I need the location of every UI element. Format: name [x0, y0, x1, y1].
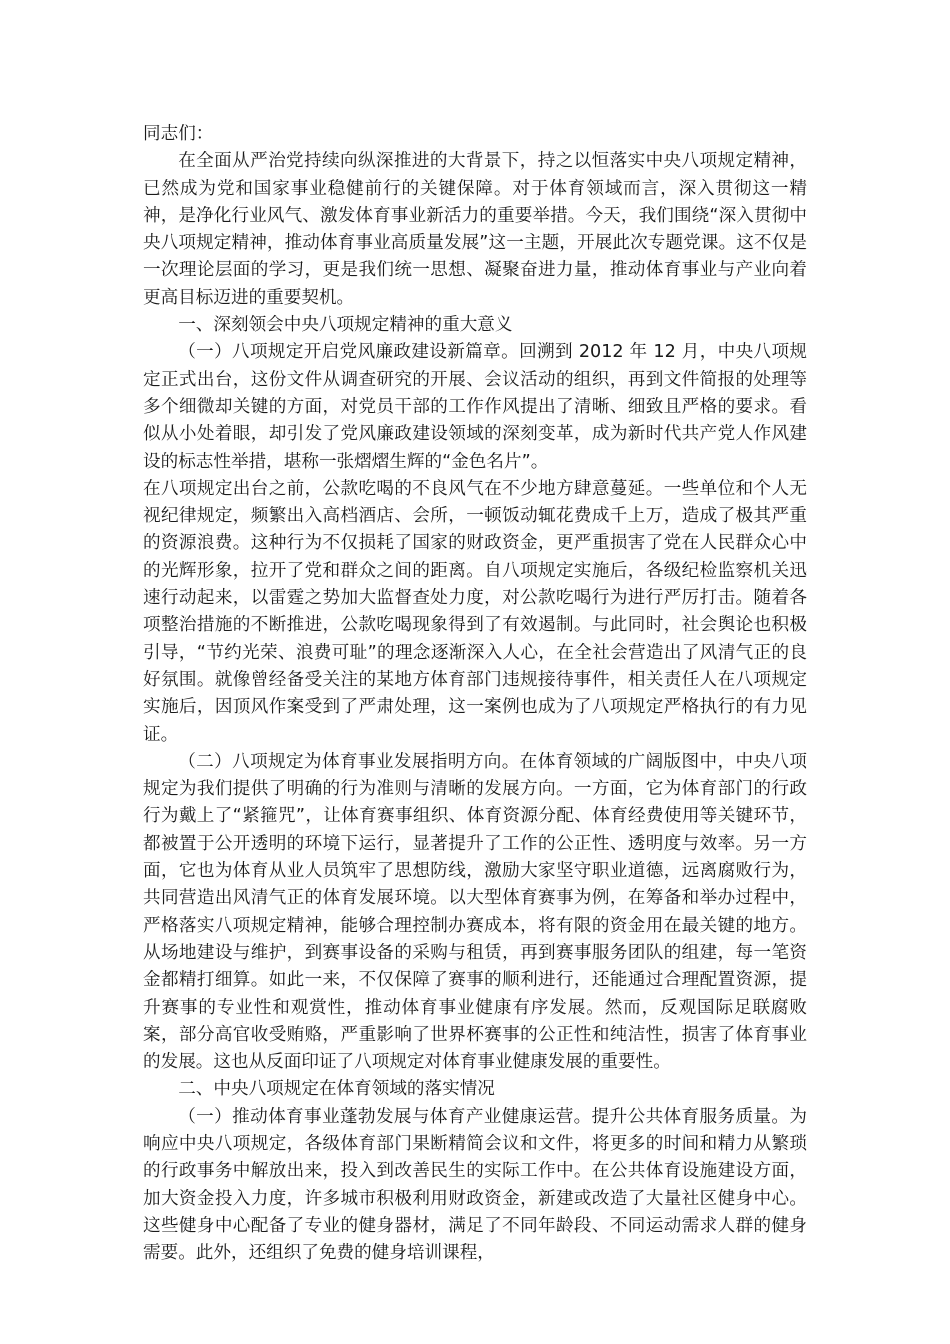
document-page: [143, 121, 807, 1267]
paragraph-2-1: （一）推动体育事业蓬勃发展与体育产业健康运营。提升公共体育服务质量。为响应中央八项规定，各级体育部门果断精简会议和文件，将更多的时间和精力从繁琐的行政事务中解放出来，投入到改善民生的实际工作中。在公共体育设施建设方面，加大资金投入力度，许多城市积极利用财政资金，新建或改造了大量社区健身中心。这些健身中心配备了专业的健身器材，满足了不同年龄段、不同运动需求人群的健身需要。此外，还组织了免费的健身培训课程，: [143, 1106, 807, 1264]
paragraph-1-1-continued: 在八项规定出台之前，公款吃喝的不良风气在不少地方肆意蔓延。一些单位和个人无视纪律规定，频繁出入高档酒店、会所，一顿饭动辄花费成千上万，造成了极其严重的资源浪费。这种行为不仅损耗了国家的财政资金，更严重损害了党在人民群众心中的光辉形象，拉开了党和群众之间的距离。自八项规定实施后，各级纪检监察机关迅速行动起来，以雷霆之势加大监督查处力度，对公款吃喝行为进行严厉打击。随着各项整治措施的不断推进，公款吃喝现象得到了有效遏制。与此同时，社会舆论也积极引导，“节约光荣、浪费可耻”的理念逐渐深入人心，在全社会营造出了风清气正的良好氛围。就像曾经备受关注的某地方体育部门违规接待事件，相关责任人在八项规定实施后，因顶风作案受到了严肃处理，这一案例也成为了八项规定严格执行的有力见证。: [143, 478, 807, 745]
intro-paragraph: 在全面从严治党持续向纵深推进的大背景下，持之以恒落实中央八项规定精神，已然成为党和国家事业稳健前行的关键保障。对于体育领域而言，深入贯彻这一精神，是净化行业风气、激发体育事业新活力的重要举措。今天，我们围绕“深入贯彻中央八项规定精神，推动体育事业高质量发展”这一主题，开展此次专题党课。这不仅是一次理论层面的学习，更是我们统一思想、凝聚奋进力量，推动体育事业与产业向着更高目标迈进的重要契机。: [143, 151, 807, 308]
paragraph-1-2: （二）八项规定为体育事业发展指明方向。在体育领域的广阔版图中，中央八项规定为我们提供了明确的行为准则与清晰的发展方向。一方面，它为体育部门的行政行为戴上了“紧箍咒”，让体育赛事组织、体育资源分配、体育经费使用等关键环节，都被置于公开透明的环境下运行，显著提升了工作的公正性、透明度与效率。另一方面，它也为体育从业人员筑牢了思想防线，激励大家坚守职业道德，远离腐败行为，共同营造出风清气正的体育发展环境。以大型体育赛事为例，在筹备和举办过程中，严格落实八项规定精神，能够合理控制办赛成本，将有限的资金用在最关键的地方。从场地建设与维护，到赛事设备的采购与租赁，再到赛事服务团队的组建，每一笔资金都精打细算。如此一来，不仅保障了赛事的顺利进行，还能通过合理配置资源，提升赛事的专业性和观赏性，推动体育事业健康有序发展。然而，反观国际足联腐败案，部分高官收受贿赂，严重影响了世界杯赛事的公正性和纯洁性，损害了体育事业的发展。这也从反面印证了八项规定对体育事业健康发展的重要性。: [143, 751, 807, 1073]
salutation: 同志们：: [143, 124, 214, 144]
section-heading-2: 二、中央八项规定在体育领域的落实情况: [178, 1079, 495, 1100]
paragraph-1-1: （一）八项规定开启党风廉政建设新篇章。回溯到 2012 年 12 月，中央八项规定正式出台，这份文件从调查研究的开展、会议活动的组织，再到文件简报的处理等多个细微却关键的方面，对党员干部的工作作风提出了清晰、细致且严格的要求。看似从小处着眼，却引发了党风廉政建设领域的深刻变革，成为新时代共产党人作风建设的标志性举措，堪称一张熠熠生辉的“金色名片”。: [143, 342, 807, 472]
section-heading-1: 一、深刻领会中央八项规定精神的重大意义: [178, 315, 513, 336]
